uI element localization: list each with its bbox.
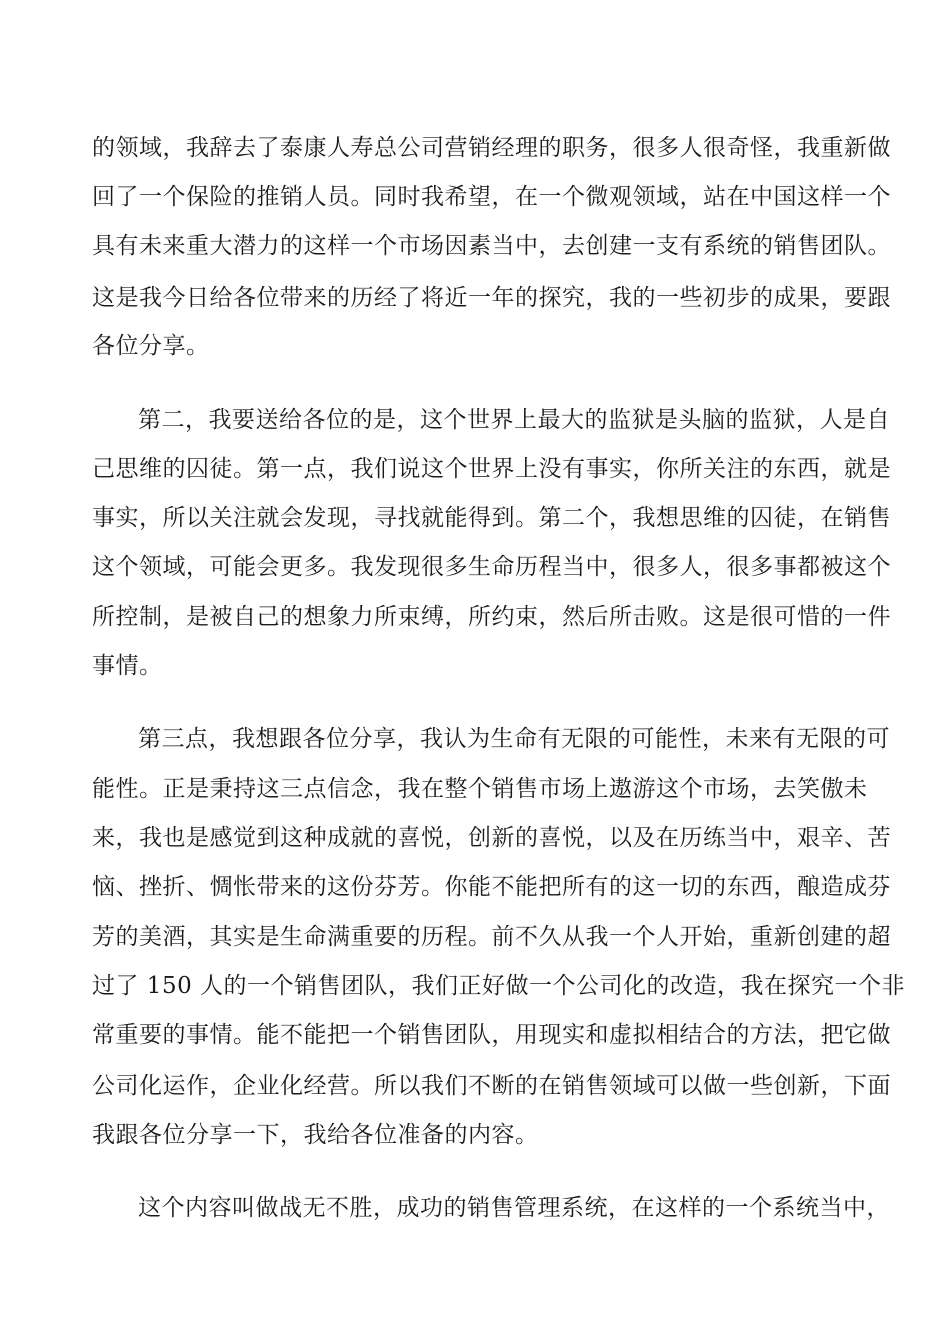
text-line: 各位分享。 [92,333,210,359]
text-line: 的领域，我辞去了泰康人寿总公司营销经理的职务，很多人很奇怪，我重新做 [92,135,891,161]
text-line: 第二，我要送给各位的是，这个世界上最大的监狱是头脑的监狱，人是自 [138,407,890,433]
text-line: 具有未来重大潜力的这样一个市场因素当中，去创建一支有系统的销售团队。 [92,233,891,259]
text-line: 我跟各位分享一下，我给各位准备的内容。 [92,1122,539,1148]
text-line: 这是我今日给各位带来的历经了将近一年的探究，我的一些初步的成果，要跟 [92,285,891,311]
text-line: 第三点，我想跟各位分享，我认为生命有无限的可能性，未来有无限的可 [138,726,890,752]
text-line: 公司化运作，企业化经营。所以我们不断的在销售领域可以做一些创新，下面 [92,1073,891,1099]
text-line: 芳的美酒，其实是生命满重要的历程。前不久从我一个人开始，重新创建的超 [92,924,891,950]
text-line: 事情。 [92,653,163,679]
text-line: 这个领域，可能会更多。我发现很多生命历程当中，很多人，很多事都被这个 [92,554,891,580]
text-line: 过了 150 人的一个销售团队，我们正好做一个公司化的改造，我在探究一个非 [92,973,906,999]
text-line: 所控制，是被自己的想象力所束缚，所约束，然后所击败。这是很可惜的一件 [92,604,891,630]
text-line: 事实，所以关注就会发现，寻找就能得到。第二个，我想思维的囚徒，在销售 [92,505,891,531]
text-line: 常重要的事情。能不能把一个销售团队，用现实和虚拟相结合的方法，把它做 [92,1022,891,1048]
text-line: 回了一个保险的推销人员。同时我希望，在一个微观领域，站在中国这样一个 [92,184,891,210]
text-line: 这个内容叫做战无不胜，成功的销售管理系统，在这样的一个系统当中， [138,1195,890,1221]
text-line: 来，我也是感觉到这种成就的喜悦，创新的喜悦，以及在历练当中，艰辛、苦 [92,825,891,851]
text-line: 恼、挫折、惆怅带来的这份芬芳。你能不能把所有的这一切的东西，酿造成芬 [92,874,891,900]
text-line: 己思维的囚徒。第一点，我们说这个世界上没有事实，你所关注的东西，就是 [92,456,891,482]
text-line: 能性。正是秉持这三点信念，我在整个销售市场上遨游这个市场，去笑傲未 [92,776,868,802]
